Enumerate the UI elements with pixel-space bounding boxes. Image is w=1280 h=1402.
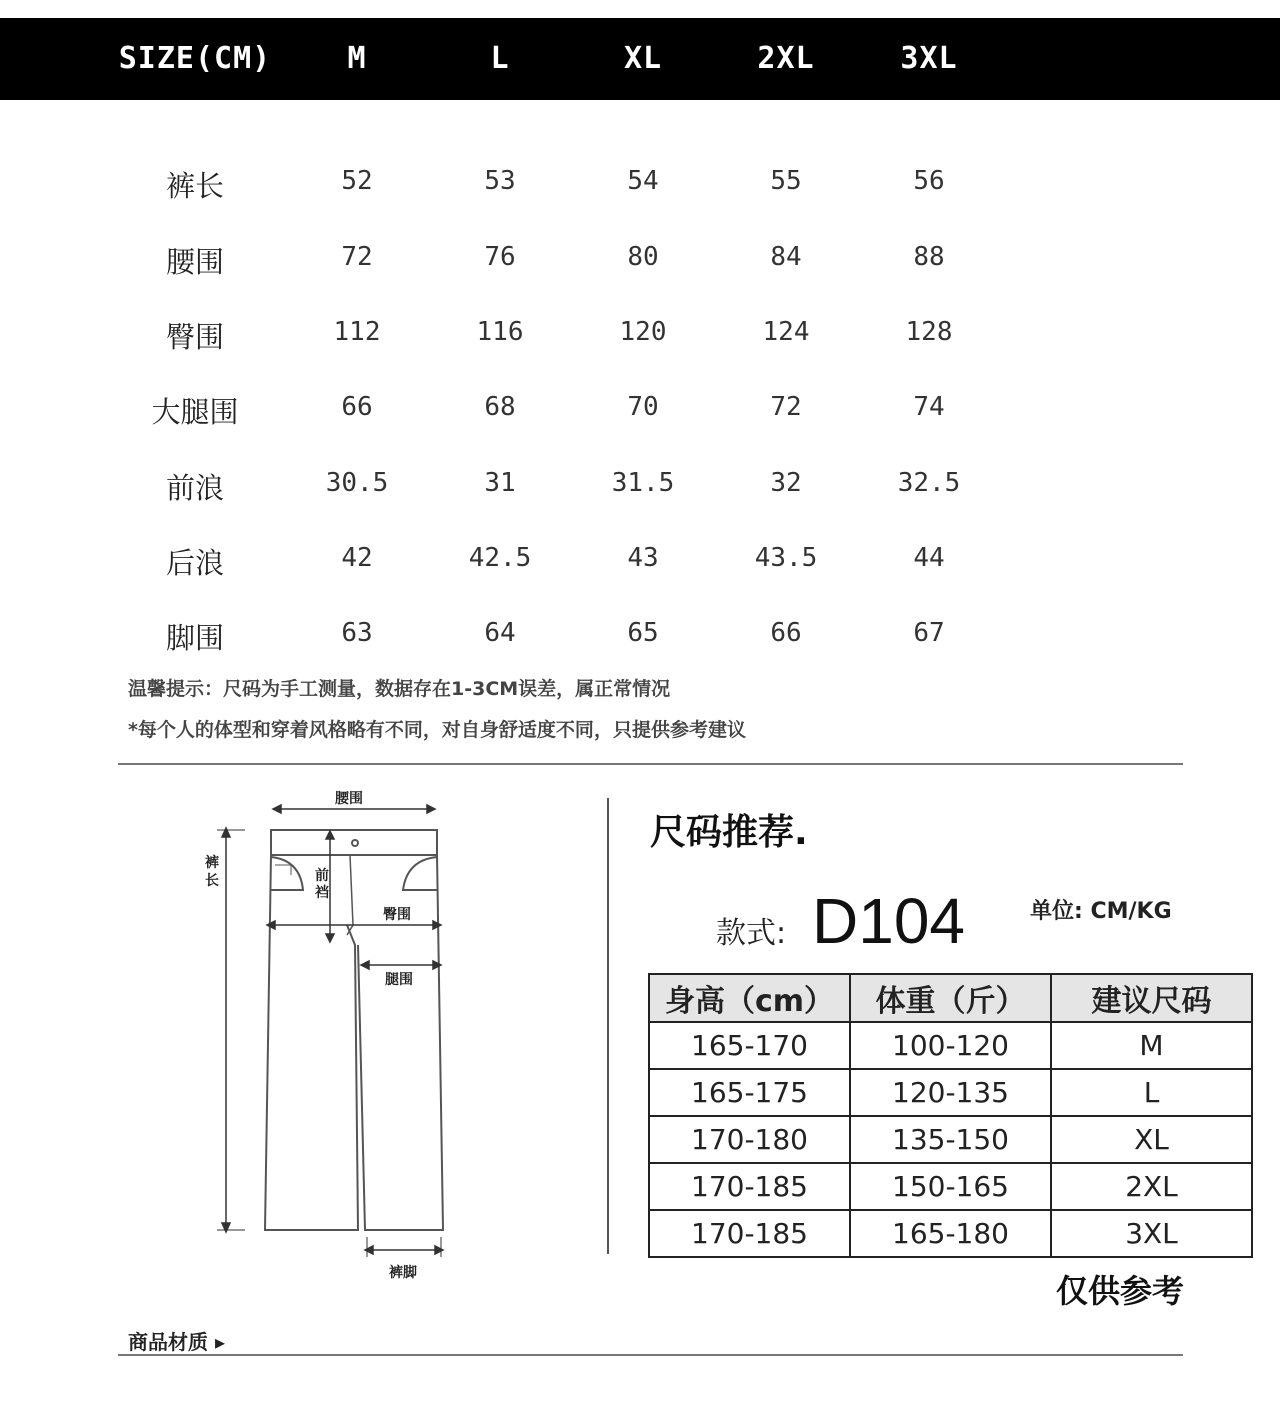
- table-cell: 88: [913, 242, 945, 272]
- reference-only-note: 仅供参考: [1056, 1272, 1185, 1310]
- column-header-size: 建议尺码: [1051, 974, 1252, 1022]
- table-cell: 64: [484, 618, 516, 648]
- table-cell: 170-180: [649, 1116, 850, 1163]
- table-cell: 43.5: [754, 543, 818, 573]
- style-label: 款式:: [716, 916, 787, 951]
- table-cell: 170-185: [649, 1210, 850, 1257]
- row-label: 裤长: [165, 169, 224, 203]
- column-header-weight: 体重（斤）: [850, 974, 1051, 1022]
- vertical-divider: [607, 798, 609, 1254]
- table-cell: 55: [770, 166, 802, 196]
- measurement-note: 温馨提示：尺码为手工测量，数据存在1-3CM误差，属正常情况: [128, 678, 671, 700]
- table-cell: 135-150: [850, 1116, 1051, 1163]
- table-cell: 52: [341, 166, 373, 196]
- table-cell: 32: [770, 468, 802, 498]
- row-label: 腰围: [165, 245, 224, 279]
- table-cell: 63: [341, 618, 373, 648]
- header-size-l: L: [490, 41, 510, 76]
- table-cell: 76: [484, 242, 516, 272]
- diagram-label-hem: 裤脚: [389, 1265, 417, 1281]
- diagram-label-waist: 腰围: [335, 791, 363, 807]
- header-size-3xl: 3XL: [900, 41, 958, 76]
- table-cell: 2XL: [1051, 1163, 1252, 1210]
- table-cell: 112: [333, 317, 381, 347]
- table-cell: L: [1051, 1069, 1252, 1116]
- table-cell: 165-175: [649, 1069, 850, 1116]
- table-cell: XL: [1051, 1116, 1252, 1163]
- table-cell: 165-180: [850, 1210, 1051, 1257]
- table-cell: 165-170: [649, 1022, 850, 1069]
- table-cell: 54: [627, 166, 659, 196]
- header-size-label: SIZE(CM): [118, 41, 272, 76]
- table-cell: 66: [341, 392, 373, 422]
- divider: [118, 763, 1183, 765]
- table-cell: 43: [627, 543, 659, 573]
- table-cell: 53: [484, 166, 516, 196]
- table-cell: 42.5: [468, 543, 532, 573]
- diagram-label-hip: 臀围: [383, 907, 411, 923]
- pants-measurement-diagram: [195, 785, 465, 1299]
- table-cell: 116: [476, 317, 524, 347]
- column-header-height: 身高（cm）: [649, 974, 850, 1022]
- table-cell: 80: [627, 242, 659, 272]
- row-label: 前浪: [165, 471, 224, 505]
- table-cell: 100-120: [850, 1022, 1051, 1069]
- table-cell: 65: [627, 618, 659, 648]
- table-row: [649, 1116, 1252, 1163]
- row-label: 脚围: [165, 621, 224, 655]
- table-cell: 120-135: [850, 1069, 1051, 1116]
- table-cell: 32.5: [897, 468, 961, 498]
- table-cell: 124: [762, 317, 810, 347]
- table-cell: 3XL: [1051, 1210, 1252, 1257]
- diagram-label-length: 裤: [205, 855, 219, 871]
- table-row: [649, 1163, 1252, 1210]
- table-cell: 128: [905, 317, 953, 347]
- table-row: [649, 1210, 1252, 1257]
- table-cell: 42: [341, 543, 373, 573]
- row-label: 大腿围: [151, 395, 239, 429]
- table-cell: M: [1051, 1022, 1252, 1069]
- diagram-label-front-rise: 前: [315, 868, 329, 884]
- table-row: [649, 1022, 1252, 1069]
- table-cell: 56: [913, 166, 945, 196]
- pants-outline-icon: [195, 785, 465, 1295]
- table-cell: 44: [913, 543, 945, 573]
- material-section-link[interactable]: 商品材质 ▸: [128, 1330, 226, 1354]
- size-header-bar: [0, 18, 1280, 100]
- table-cell: 120: [619, 317, 667, 347]
- table-cell: 72: [341, 242, 373, 272]
- recommendation-title: 尺码推荐.: [650, 812, 808, 853]
- diagram-label-thigh: 腿围: [385, 972, 413, 988]
- table-cell: 70: [627, 392, 659, 422]
- table-cell: 170-185: [649, 1163, 850, 1210]
- row-label: 后浪: [165, 546, 224, 580]
- size-recommendation-table: [648, 973, 1253, 1258]
- table-cell: 68: [484, 392, 516, 422]
- table-cell: 66: [770, 618, 802, 648]
- table-header-row: [649, 974, 1252, 1022]
- header-size-2xl: 2XL: [757, 41, 815, 76]
- row-label: 臀围: [165, 320, 224, 354]
- header-size-xl: XL: [623, 41, 663, 76]
- diagram-label-length: 长: [205, 873, 219, 889]
- table-cell: 31.5: [611, 468, 675, 498]
- unit-label: 单位: CM/KG: [1030, 899, 1172, 924]
- table-row: [649, 1069, 1252, 1116]
- table-cell: 67: [913, 618, 945, 648]
- table-cell: 84: [770, 242, 802, 272]
- divider: [118, 1354, 1183, 1356]
- fit-disclaimer: *每个人的体型和穿着风格略有不同，对自身舒适度不同，只提供参考建议: [128, 719, 746, 741]
- table-cell: 72: [770, 392, 802, 422]
- diagram-label-front-rise: 裆: [315, 885, 329, 901]
- table-cell: 30.5: [325, 468, 389, 498]
- table-cell: 74: [913, 392, 945, 422]
- table-cell: 31: [484, 468, 516, 498]
- header-size-m: M: [347, 41, 367, 76]
- table-cell: 150-165: [850, 1163, 1051, 1210]
- style-code: D104: [812, 885, 965, 957]
